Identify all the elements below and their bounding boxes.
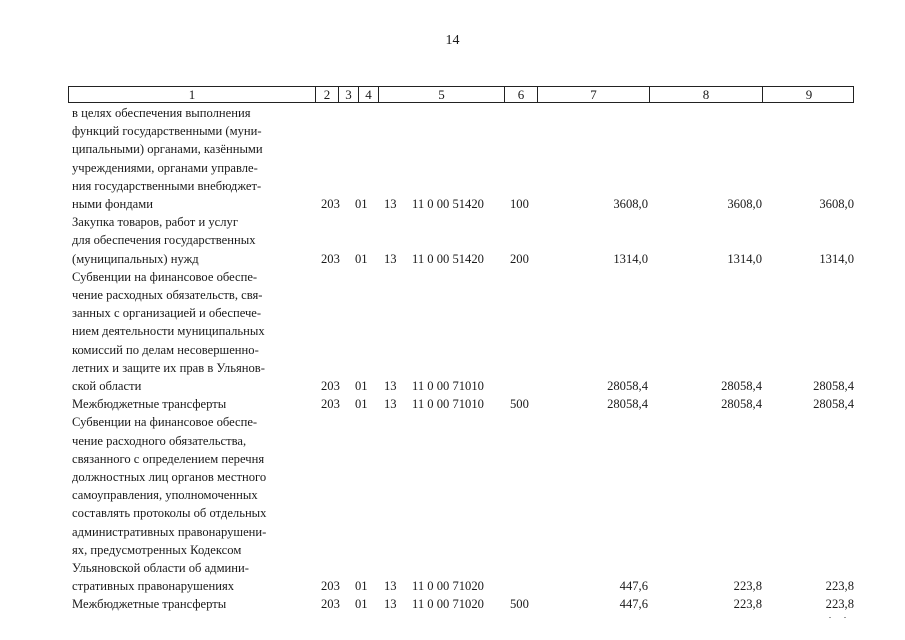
- cell-c8: 28058,4: [721, 397, 762, 412]
- cell-c9: 1314,0: [819, 251, 854, 266]
- cell-c6: 500: [510, 597, 529, 612]
- cell-c8: 1314,0: [727, 251, 762, 266]
- description-line: Ульяновской области об админи-: [72, 561, 249, 576]
- cell-c8: 3608,0: [727, 197, 762, 211]
- col-header-1: 1: [69, 87, 316, 102]
- description-line: функций государственными (муни-: [72, 124, 262, 139]
- cell-c7: 447,6: [619, 597, 648, 612]
- cell-c3: 01: [355, 397, 368, 412]
- cell-c3: 01: [355, 597, 368, 612]
- cell-c2: 203: [321, 197, 340, 211]
- cell-c4: 13: [384, 579, 397, 594]
- col-header-5: 5: [379, 87, 505, 102]
- description-line: ципальными) органами, казёнными: [72, 142, 263, 157]
- cell-c3: 01: [355, 378, 368, 393]
- description-line: должностных лиц органов местного: [72, 470, 267, 484]
- col-header-4: 4: [359, 87, 379, 102]
- cell-c5: 11 0 00 71010: [412, 397, 484, 412]
- description-line: в целях обеспечения выполнения: [72, 106, 251, 120]
- col-header-7: 7: [538, 87, 650, 102]
- cell-c8: 223,8: [733, 597, 762, 612]
- row-description: [72, 395, 308, 413]
- table-header: [68, 86, 854, 103]
- description-line: нием деятельности муниципальных: [72, 324, 265, 339]
- row-description: [72, 413, 308, 595]
- col-header-2: 2: [316, 87, 339, 102]
- cell-c7: 3608,0: [613, 197, 648, 211]
- cell-c5: 11 0 00 51420: [412, 251, 484, 266]
- cell-c7: 28058,4: [607, 378, 648, 393]
- scan-speck: [844, 617, 846, 618]
- row-description: [72, 268, 308, 395]
- scan-speck: [829, 617, 831, 618]
- cell-c4: 13: [384, 378, 397, 393]
- description-line: чение расходного обязательства,: [72, 433, 247, 448]
- description-line: Межбюджетные трансферты: [72, 397, 227, 412]
- description-line: Межбюджетные трансферты: [72, 597, 227, 612]
- cell-c4: 13: [384, 597, 397, 612]
- col-header-8: 8: [650, 87, 763, 102]
- cell-c7: 28058,4: [607, 397, 648, 412]
- description-line: ния государственными внебюджет-: [72, 178, 262, 193]
- cell-c4: 13: [384, 197, 397, 211]
- cell-c5: 11 0 00 71010: [412, 378, 484, 393]
- cell-c2: 203: [321, 597, 340, 612]
- cell-c7: 447,6: [619, 579, 648, 594]
- description-line: (муниципальных) нужд: [72, 251, 199, 266]
- cell-c3: 01: [355, 197, 368, 211]
- cell-c5: 11 0 00 71020: [412, 579, 484, 594]
- cell-c9: 223,8: [825, 579, 854, 594]
- cell-c4: 13: [384, 397, 397, 412]
- cell-c2: 203: [321, 397, 340, 412]
- description-line: учреждениями, органами управле-: [72, 160, 258, 175]
- description-line: Закупка товаров, работ и услуг: [72, 215, 238, 230]
- cell-c4: 13: [384, 251, 397, 266]
- description-line: Субвенции на финансовое обеспе-: [72, 269, 258, 284]
- cell-c2: 203: [321, 579, 340, 594]
- cell-c8: 28058,4: [721, 378, 762, 393]
- cell-c2: 203: [321, 378, 340, 393]
- cell-c9: 3608,0: [819, 197, 854, 211]
- description-line: стративных правонарушениях: [72, 579, 235, 594]
- col-header-6: 6: [505, 87, 538, 102]
- description-line: летних и защите их прав в Ульянов-: [72, 360, 265, 375]
- row-description: [72, 213, 308, 268]
- cell-c3: 01: [355, 579, 368, 594]
- description-line: для обеспечения государственных: [72, 233, 256, 248]
- description-line: занных с организацией и обеспече-: [72, 306, 262, 321]
- cell-c8: 223,8: [733, 579, 762, 594]
- col-header-9: 9: [805, 87, 813, 102]
- description-line: Субвенции на финансовое обеспе-: [72, 415, 258, 430]
- cell-c3: 01: [355, 251, 368, 266]
- cell-c2: 203: [321, 251, 340, 266]
- description-line: чение расходных обязательств, свя-: [72, 288, 263, 302]
- row-description: [72, 104, 308, 213]
- description-line: комиссий по делам несовершенно-: [72, 342, 259, 357]
- cell-c6: 500: [510, 397, 529, 412]
- row-description: [72, 595, 308, 613]
- cell-c7: 1314,0: [613, 251, 648, 266]
- description-line: ными фондами: [72, 197, 153, 212]
- cell-c6: 100: [510, 197, 529, 211]
- cell-c6: 200: [510, 251, 529, 266]
- cell-c5: 11 0 00 51420: [412, 197, 484, 211]
- cell-c9: 28058,4: [813, 378, 854, 393]
- description-line: составлять протоколы об отдельных: [72, 506, 267, 521]
- description-line: ях, предусмотренных Кодексом: [72, 542, 242, 557]
- description-line: ской области: [72, 379, 142, 394]
- col-header-3: 3: [339, 87, 359, 102]
- description-line: связанного с определением перечня: [72, 451, 265, 466]
- description-line: административных правонарушени-: [72, 524, 267, 539]
- page-number: 14: [445, 33, 460, 48]
- cell-c9: 223,8: [825, 597, 854, 612]
- description-line: самоуправления, уполномоченных: [72, 488, 258, 503]
- cell-c5: 11 0 00 71020: [412, 597, 484, 612]
- cell-c9: 28058,4: [813, 397, 854, 412]
